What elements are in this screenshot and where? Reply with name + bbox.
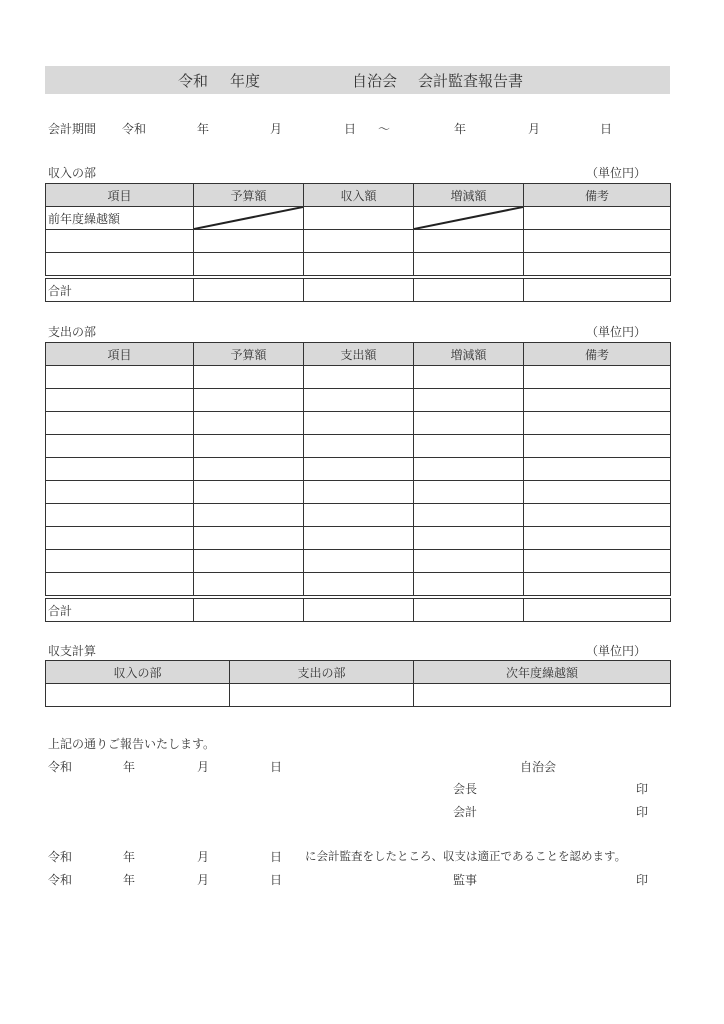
table-row: [46, 230, 671, 253]
table-row: [46, 435, 671, 458]
table-header: 収入の部 支出の部 次年度繰越額: [46, 661, 671, 684]
president-label: 会長: [453, 782, 478, 796]
table-row: 前年度繰越額: [46, 207, 671, 230]
table-row: [46, 527, 671, 550]
audit-statement: に会計監査をしたところ、収支は適正であることを認めます。: [305, 849, 627, 863]
summary-unit: （単位円）: [586, 644, 647, 658]
report-statement: 上記の通りご報告いたします。: [48, 737, 216, 751]
org-name: 自治会: [520, 760, 557, 774]
seal-president: 印: [636, 782, 649, 796]
summary-table: [45, 660, 671, 707]
title-era: 令和: [178, 72, 209, 90]
diagonal-cell: [194, 207, 304, 230]
seal-auditor: 印: [636, 873, 649, 887]
table-row: [46, 573, 671, 598]
title-org: 自治会: [352, 72, 398, 90]
income-heading: 収入の部: [48, 166, 97, 180]
title-year: 年度: [230, 72, 261, 90]
expense-heading: 支出の部: [48, 325, 97, 339]
title-doc: 会計監査報告書: [418, 72, 524, 90]
seal-treasurer: 印: [636, 805, 649, 819]
table-row: [46, 481, 671, 504]
income-unit: （単位円）: [586, 166, 647, 180]
expense-unit: （単位円）: [586, 325, 647, 339]
table-row: [46, 366, 671, 389]
income-table: [45, 183, 671, 302]
table-row: [46, 412, 671, 435]
document-title: [45, 66, 670, 94]
auditor-label: 監事: [453, 873, 478, 887]
table-row: [46, 684, 671, 707]
expense-table: [45, 342, 671, 622]
table-header: 項目 予算額 支出額 増減額 備考: [46, 343, 671, 366]
total-row: 合計: [46, 277, 671, 302]
table-row: [46, 504, 671, 527]
table-row: [46, 253, 671, 278]
diagonal-cell: [414, 207, 524, 230]
table-row: [46, 550, 671, 573]
treasurer-label: 会計: [453, 805, 478, 819]
total-row: 合計: [46, 597, 671, 622]
summary-heading: 収支計算: [48, 644, 97, 658]
table-row: [46, 389, 671, 412]
table-row: [46, 458, 671, 481]
table-header: 項目 予算額 収入額 増減額 備考: [46, 184, 671, 207]
